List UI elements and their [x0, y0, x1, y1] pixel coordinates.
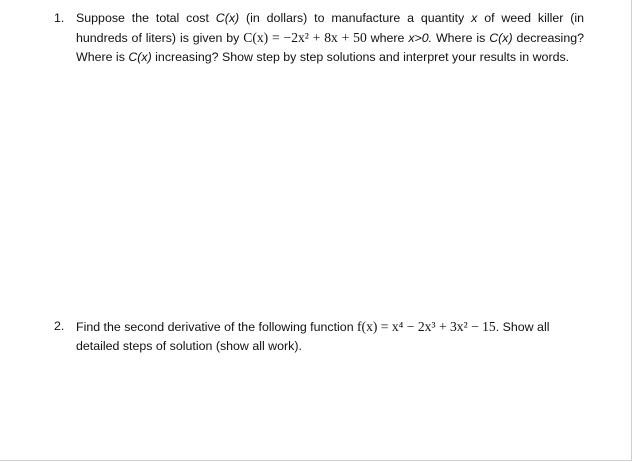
question-number: 2.	[54, 319, 65, 333]
question-1	[54, 9, 584, 67]
question-text: Suppose the total cost C(x) (in dollars) to manufacture a quantity x of weed killer (in hundreds of liters) is given by C(x) = −2x² + 8x + 50 where x>0. Where is C(x) decreasing? Where is C(x) increasing? Show step by step solutions and interpret your results in words.	[76, 11, 584, 64]
cost-function-ref: C(x)	[215, 11, 240, 25]
cost-formula: C(x) = −2x² + 8x + 50	[243, 30, 367, 45]
cost-function-ref: C(x)	[489, 31, 513, 45]
function-formula: f(x) = x⁴ − 2x³ + 3x² − 15	[357, 319, 496, 334]
cost-function-ref: C(x)	[128, 50, 152, 64]
question-2	[54, 317, 584, 356]
variable-x: x	[471, 11, 478, 25]
question-text: Find the second derivative of the following function f(x) = x⁴ − 2x³ + 3x² − 15. Show all detailed steps of solution (show all work).	[76, 319, 550, 353]
domain-condition: x>0.	[408, 31, 433, 45]
question-number: 1.	[54, 11, 65, 25]
